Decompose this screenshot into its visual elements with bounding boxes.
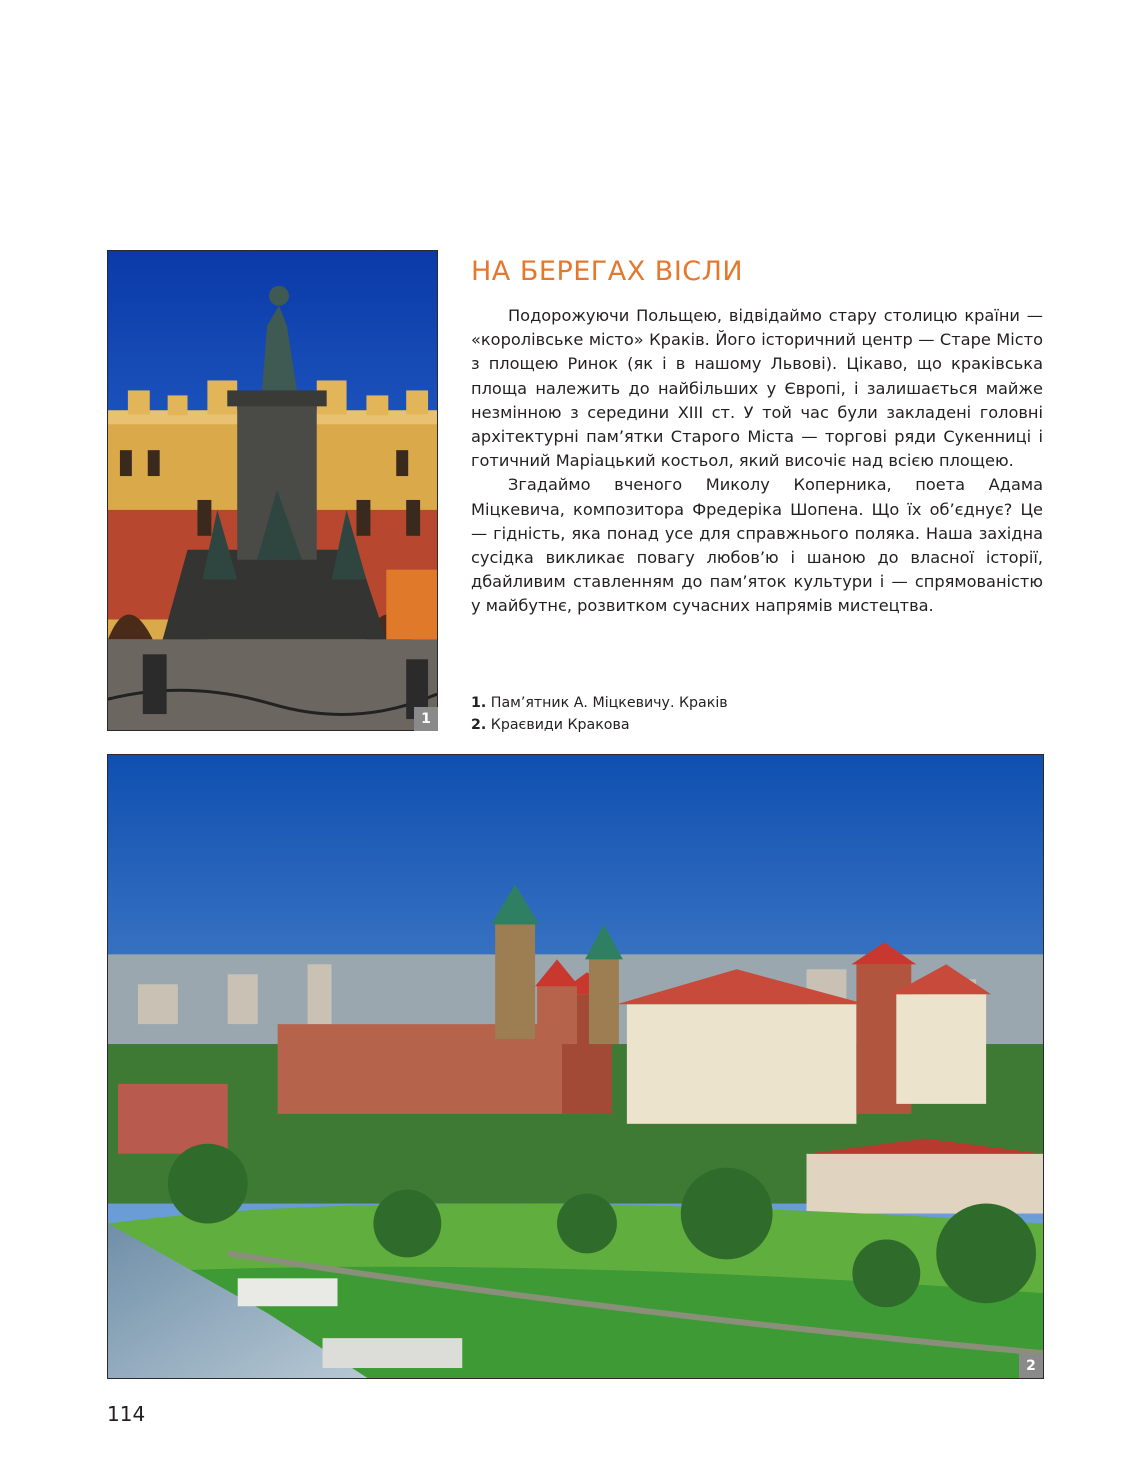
page-number: 114 bbox=[107, 1402, 146, 1426]
article-body bbox=[471, 304, 1043, 619]
figure-number-badge: 1 bbox=[414, 707, 438, 731]
monument-illustration bbox=[108, 251, 437, 730]
paragraph: Подорожуючи Польщею, відвідаймо стару столицю країни — «королівське місто» Краків. Його історичний центр — Старе Місто з площею Ринок (як і в нашому Львові). Цікаво, що краківська площа належить до найбільших у Європі, і залишається майже незмінною з середини XIII ст. У той час були закладені головні архітектурні пам’ятки Старого Міста — торгові ряди Сукенниці і готичний Маріацький костьол, який височіє над всією площею. bbox=[471, 306, 1043, 471]
photo-krakow-panorama bbox=[107, 754, 1044, 1379]
caption-text: Краєвиди Кракова bbox=[490, 717, 630, 733]
caption-text: Пам’ятник А. Міцкевичу. Краків bbox=[490, 695, 728, 711]
caption-number: 1. bbox=[471, 695, 487, 711]
caption-line bbox=[471, 714, 728, 736]
caption-number: 2. bbox=[471, 717, 487, 733]
figure-number-badge: 2 bbox=[1019, 1354, 1043, 1378]
article-title: НА БЕРЕГАХ ВІСЛИ bbox=[471, 256, 744, 287]
paragraph: Згадаймо вченого Миколу Коперника, поета Адама Міцкевича, композитора Фредеріка Шопена. Що їх об’єднує? Це — гідність, яка понад усе для справжнього поляка. Наша західна сусідка викликає повагу любов’ю і шаною до власної історії, дбайливим ставленням до пам’яток культури і — спрямованістю у майбутнє, розвитком сучасних напрямів мистецтва. bbox=[471, 475, 1043, 616]
photo-mickiewicz-monument bbox=[107, 250, 438, 731]
caption-line bbox=[471, 692, 728, 714]
figure-captions bbox=[471, 692, 728, 736]
panorama-illustration bbox=[108, 755, 1043, 1378]
